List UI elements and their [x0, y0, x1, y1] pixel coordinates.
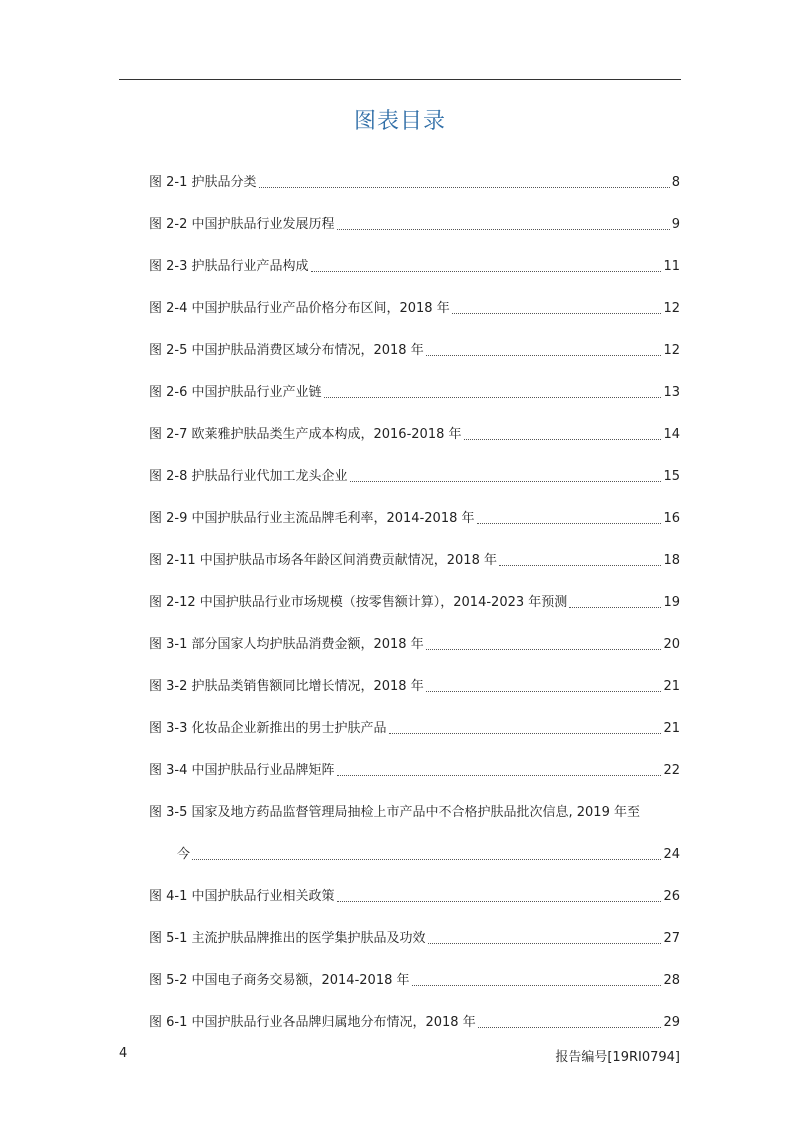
- toc-entry-page: 21: [663, 721, 680, 736]
- toc-entry[interactable]: [149, 444, 680, 486]
- toc-entry-page: 19: [663, 595, 680, 610]
- toc-entry[interactable]: [149, 318, 680, 360]
- toc-leader-dots: [478, 1027, 662, 1028]
- toc-leader-dots: [499, 565, 661, 566]
- toc-entry[interactable]: [149, 738, 680, 780]
- toc-entry[interactable]: [149, 654, 680, 696]
- header-rule: [119, 79, 681, 80]
- page-title: 图表目录: [353, 109, 446, 134]
- toc-entry-label: 图 3-3 化妆品企业新推出的男士护肤产品: [149, 721, 387, 736]
- footer-page-number: 4: [119, 1046, 128, 1061]
- table-of-figures: [149, 150, 680, 1032]
- toc-entry-page: 29: [663, 1015, 680, 1030]
- toc-entry-label: 图 2-7 欧莱雅护肤品类生产成本构成，2016-2018 年: [149, 427, 462, 442]
- toc-entry-label: 图 6-1 中国护肤品行业各品牌归属地分布情况，2018 年: [149, 1015, 476, 1030]
- toc-leader-dots: [337, 775, 662, 776]
- toc-leader-dots: [464, 439, 662, 440]
- toc-entry-label: 图 2-9 中国护肤品行业主流品牌毛利率，2014-2018 年: [149, 511, 475, 526]
- toc-entry-page: 20: [663, 637, 680, 652]
- toc-entry-label-continued: 今: [177, 847, 191, 862]
- toc-entry-page: 9: [671, 217, 680, 232]
- toc-leader-dots: [569, 607, 661, 608]
- toc-entry[interactable]: [149, 528, 680, 570]
- toc-leader-dots: [259, 187, 670, 188]
- toc-entry-label: 图 3-5 国家及地方药品监督管理局抽检上市产品中不合格护肤品批次信息, 2019 年至: [149, 805, 640, 820]
- toc-entry[interactable]: [149, 360, 680, 402]
- toc-leader-dots: [350, 481, 662, 482]
- toc-entry[interactable]: [149, 402, 680, 444]
- toc-entry-page: 27: [663, 931, 680, 946]
- toc-entry-label: 图 5-1 主流护肤品牌推出的医学集护肤品及功效: [149, 931, 426, 946]
- toc-entry-page: 14: [663, 427, 680, 442]
- toc-entry-label: 图 3-2 护肤品类销售额同比增长情况，2018 年: [149, 679, 424, 694]
- toc-entry[interactable]: [149, 906, 680, 948]
- toc-entry[interactable]: [149, 990, 680, 1032]
- toc-entry-page: 15: [663, 469, 680, 484]
- toc-leader-dots: [311, 271, 662, 272]
- toc-leader-dots: [426, 649, 662, 650]
- toc-leader-dots: [426, 355, 662, 356]
- toc-entry-label: 图 2-5 中国护肤品消费区域分布情况，2018 年: [149, 343, 424, 358]
- toc-entry-label: 图 2-6 中国护肤品行业产业链: [149, 385, 322, 400]
- toc-entry-label: 图 2-2 中国护肤品行业发展历程: [149, 217, 335, 232]
- toc-entry-page: 12: [663, 301, 680, 316]
- toc-entry[interactable]: [149, 486, 680, 528]
- toc-entry-label: 图 2-4 中国护肤品行业产品价格分布区间，2018 年: [149, 301, 450, 316]
- toc-entry[interactable]: [149, 570, 680, 612]
- toc-entry-page: 11: [663, 259, 680, 274]
- toc-entry[interactable]: [149, 276, 680, 318]
- toc-leader-dots: [477, 523, 662, 524]
- toc-leader-dots: [428, 943, 662, 944]
- toc-entry-page: 22: [663, 763, 680, 778]
- toc-entry[interactable]: [149, 150, 680, 192]
- toc-leader-dots: [426, 691, 662, 692]
- toc-entry-label: 图 3-1 部分国家人均护肤品消费金额，2018 年: [149, 637, 424, 652]
- toc-entry[interactable]: [149, 192, 680, 234]
- toc-leader-dots: [324, 397, 662, 398]
- toc-entry[interactable]: [149, 234, 680, 276]
- toc-entry-label: 图 4-1 中国护肤品行业相关政策: [149, 889, 335, 904]
- toc-entry-page: 13: [663, 385, 680, 400]
- toc-entry-label: 图 2-1 护肤品分类: [149, 175, 257, 190]
- toc-entry-page: 8: [671, 175, 680, 190]
- toc-entry-page: 21: [663, 679, 680, 694]
- toc-leader-dots: [452, 313, 662, 314]
- toc-leader-dots: [337, 901, 662, 902]
- toc-entry-label: 图 5-2 中国电子商务交易额，2014-2018 年: [149, 973, 410, 988]
- toc-entry[interactable]: [149, 864, 680, 906]
- toc-leader-dots: [192, 859, 661, 860]
- toc-leader-dots: [412, 985, 662, 986]
- toc-entry-page: 16: [663, 511, 680, 526]
- toc-entry-page: 28: [663, 973, 680, 988]
- toc-leader-dots: [337, 229, 670, 230]
- toc-entry[interactable]: [149, 696, 680, 738]
- toc-entry[interactable]: [149, 948, 680, 990]
- toc-entry-page: 18: [663, 553, 680, 568]
- footer-report-code: 报告编号[19RI0794]: [555, 1050, 680, 1065]
- toc-entry-page: 24: [663, 847, 680, 862]
- toc-entry-page: 26: [663, 889, 680, 904]
- toc-entry[interactable]: [149, 612, 680, 654]
- toc-entry-label: 图 2-12 中国护肤品行业市场规模（按零售额计算），2014-2023 年预测: [149, 595, 568, 610]
- toc-entry-label: 图 2-8 护肤品行业代加工龙头企业: [149, 469, 348, 484]
- toc-entry-wrapped[interactable]: [149, 780, 680, 864]
- toc-entry-label: 图 2-3 护肤品行业产品构成: [149, 259, 309, 274]
- toc-entry-page: 12: [663, 343, 680, 358]
- toc-entry-label: 图 3-4 中国护肤品行业品牌矩阵: [149, 763, 335, 778]
- toc-leader-dots: [389, 733, 662, 734]
- toc-entry-label: 图 2-11 中国护肤品市场各年龄区间消费贡献情况，2018 年: [149, 553, 497, 568]
